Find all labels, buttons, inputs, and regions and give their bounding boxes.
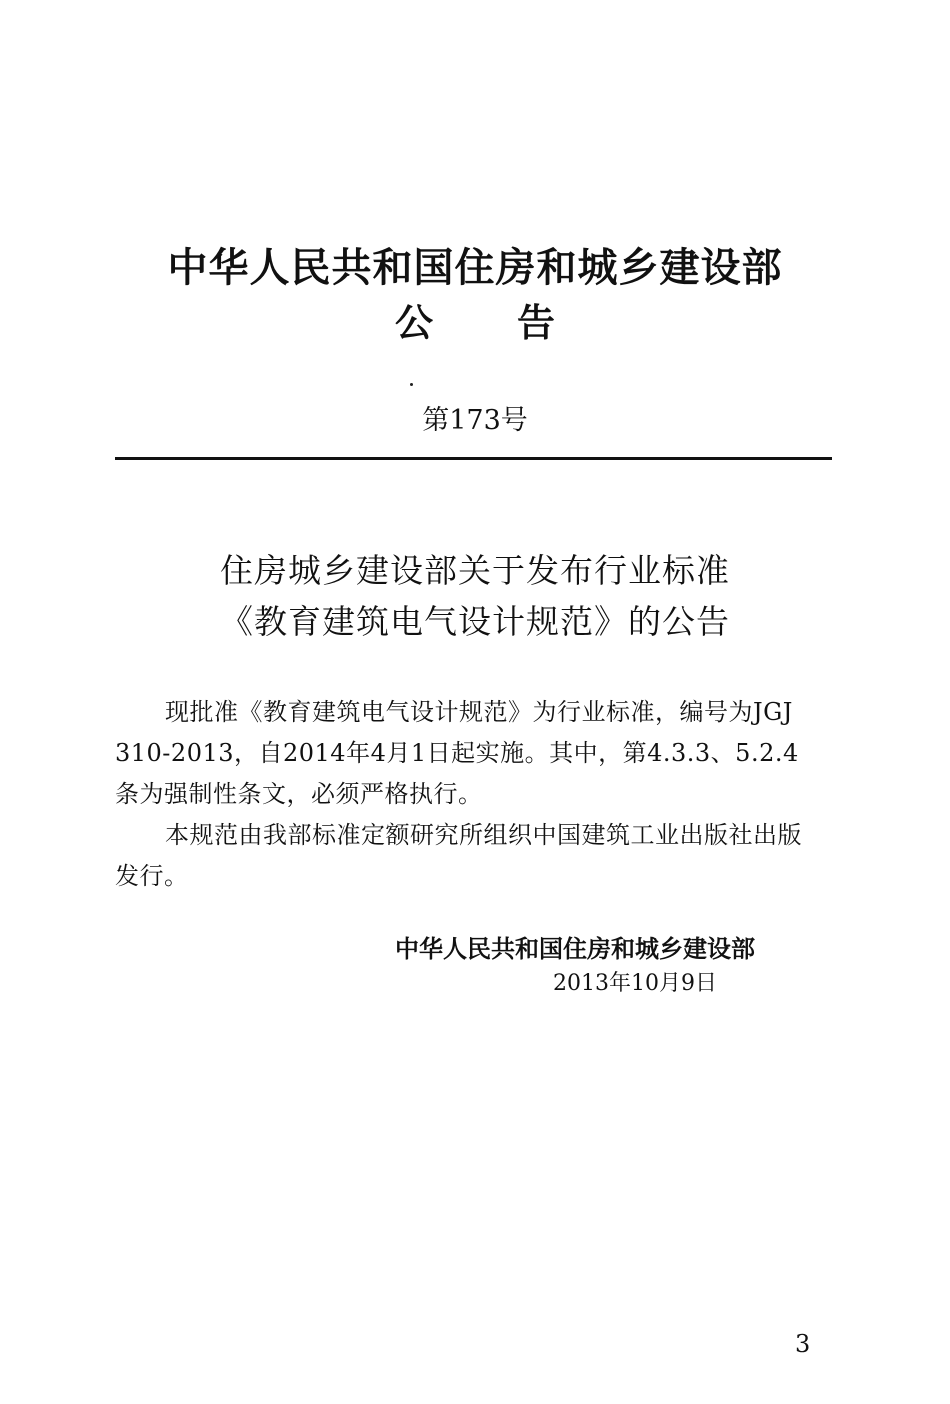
subject-line: 住房城乡建设部关于发布行业标准 (220, 551, 730, 590)
subject-line: 《教育建筑电气设计规范》的公告 (220, 602, 730, 641)
body-line: 条为强制性条文，必须严格执行。 (115, 780, 483, 808)
issuer-title: 中华人民共和国住房和城乡建设部 (167, 245, 783, 291)
issue-number: 第173号 (422, 405, 528, 436)
page-number: 3 (795, 1330, 811, 1358)
scan-speck (410, 383, 413, 386)
body-line: 本规范由我部标准定额研究所组织中国建筑工业出版社出版 (165, 821, 802, 849)
body-line: 发行。 (115, 862, 189, 890)
body-line: 现批准《教育建筑电气设计规范》为行业标准，编号为JGJ (165, 698, 793, 726)
body-line: 310-2013，自2014年4月1日起实施。其中，第4.3.3、5.2.4 (115, 739, 799, 767)
notice-heading: 公告 (394, 301, 639, 345)
signature-org: 中华人民共和国住房和城乡建设部 (395, 935, 755, 963)
header-divider (115, 457, 832, 460)
signature-date: 2013年10月9日 (553, 971, 717, 996)
